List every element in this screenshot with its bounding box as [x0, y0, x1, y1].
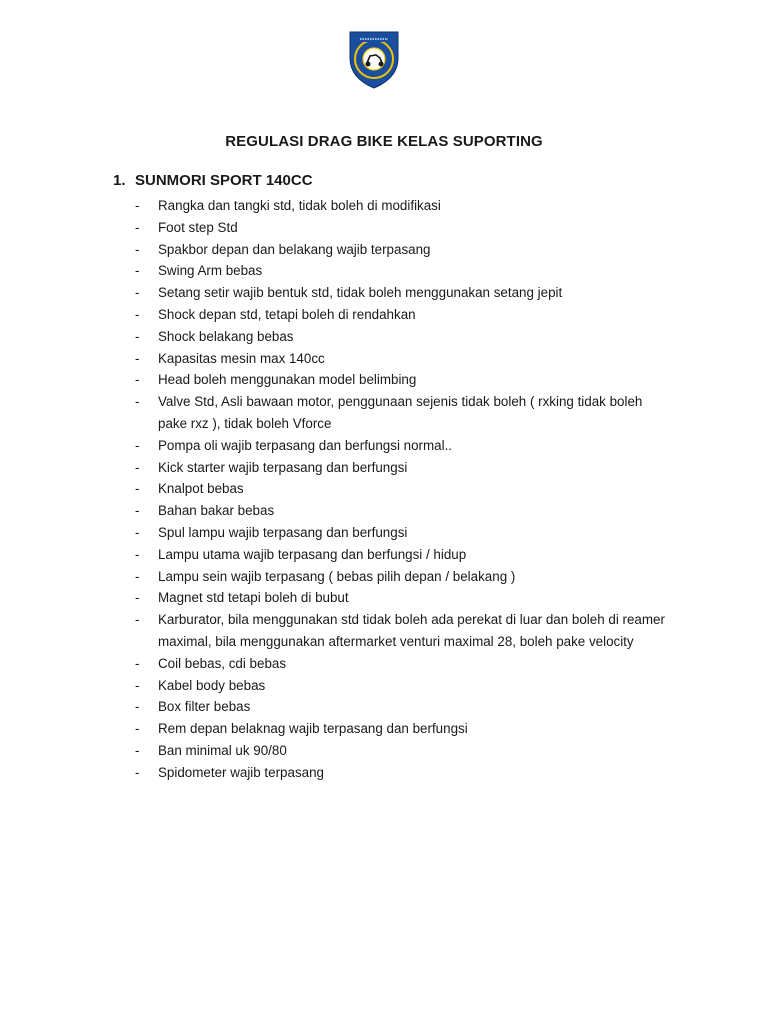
bullet-dash: -	[135, 677, 140, 693]
list-item	[135, 478, 675, 500]
section-title: SUNMORI SPORT 140CC	[135, 172, 313, 189]
bullet-dash: -	[135, 394, 140, 410]
section-heading	[113, 172, 313, 189]
bullet-dash: -	[135, 263, 140, 279]
list-item	[135, 260, 675, 282]
bullet-dash: -	[135, 655, 140, 671]
bullet-dash: -	[135, 481, 140, 497]
list-item-text: Swing Arm bebas	[158, 263, 263, 279]
list-item-text: Ban minimal uk 90/80	[158, 742, 287, 758]
list-item	[135, 762, 675, 784]
list-item	[135, 587, 675, 609]
list-item-text: Karburator, bila menggunakan std tidak boleh ada perekat di luar dan boleh di reamer maximal, bila menggunakan aftermarket venturi maximal 28, boleh pake velocity	[158, 612, 665, 649]
motorcycle-wheel-icon	[366, 62, 371, 67]
section-number: 1.	[113, 172, 126, 189]
bullet-dash: -	[135, 328, 140, 344]
bullet-dash: -	[135, 241, 140, 257]
list-item-text: Spidometer wajib terpasang	[158, 764, 324, 780]
list-item	[135, 522, 675, 544]
bullet-dash: -	[135, 372, 140, 388]
list-item-text: Lampu utama wajib terpasang dan berfungsi / hidup	[158, 546, 467, 562]
list-item-text: Shock belakang bebas	[158, 328, 294, 344]
list-item	[135, 740, 675, 762]
bullet-dash: -	[135, 285, 140, 301]
list-item	[135, 282, 675, 304]
list-item	[135, 718, 675, 740]
list-item	[135, 195, 675, 217]
bullet-dash: -	[135, 546, 140, 562]
bullet-dash: -	[135, 306, 140, 322]
bullet-dash: -	[135, 459, 140, 475]
bullet-dash: -	[135, 198, 140, 213]
list-item	[135, 609, 675, 653]
bullet-dash: -	[135, 612, 140, 628]
bullet-dash: -	[135, 568, 140, 584]
bullet-dash: -	[135, 699, 140, 715]
list-item-text: Rem depan belaknag wajib terpasang dan berfungsi	[158, 721, 468, 737]
imi-logo	[346, 28, 402, 90]
bullet-dash: -	[135, 350, 140, 366]
bullet-dash: -	[135, 764, 140, 780]
motorcycle-wheel-icon	[379, 62, 384, 67]
regulation-list	[135, 195, 675, 784]
bullet-dash: -	[135, 721, 140, 737]
list-item-text: Valve Std, Asli bawaan motor, penggunaan sejenis tidak boleh ( rxking tidak boleh pake rxz ), tidak boleh Vforce	[158, 394, 643, 431]
bullet-dash: -	[135, 742, 140, 758]
list-item	[135, 696, 675, 718]
list-item	[135, 653, 675, 675]
list-item	[135, 500, 675, 522]
list-item-text: Box filter bebas	[158, 699, 251, 715]
list-item	[135, 217, 675, 239]
bullet-dash: -	[135, 503, 140, 519]
bullet-dash: -	[135, 590, 140, 606]
list-item-text: Shock depan std, tetapi boleh di rendahkan	[158, 306, 416, 322]
list-item	[135, 457, 675, 479]
list-item	[135, 326, 675, 348]
list-item-text: Spakbor depan dan belakang wajib terpasang	[158, 241, 431, 257]
list-item-text: Lampu sein wajib terpasang ( bebas pilih depan / belakang )	[158, 568, 516, 584]
list-item	[135, 369, 675, 391]
list-item-text: Rangka dan tangki std, tidak boleh di modifikasi	[158, 198, 441, 213]
bullet-dash: -	[135, 437, 140, 453]
logo-middle-text: I M I	[369, 47, 379, 53]
bullet-dash: -	[135, 219, 140, 235]
document-title: REGULASI DRAG BIKE KELAS SUPORTING	[225, 133, 543, 150]
list-item	[135, 348, 675, 370]
list-item	[135, 239, 675, 261]
bullet-dash: -	[135, 524, 140, 540]
list-item-text: Pompa oli wajib terpasang dan berfungsi normal..	[158, 437, 453, 453]
list-item-text: Head boleh menggunakan model belimbing	[158, 372, 417, 388]
list-item-text: Knalpot bebas	[158, 481, 244, 497]
list-item-text: Setang setir wajib bentuk std, tidak boleh menggunakan setang jepit	[158, 285, 563, 301]
list-item	[135, 391, 675, 435]
list-item-text: Magnet std tetapi boleh di bubut	[158, 590, 349, 606]
list-item-text: Foot step Std	[158, 219, 238, 235]
list-item-text: Coil bebas, cdi bebas	[158, 655, 287, 671]
list-item-text: Kick starter wajib terpasang dan berfungsi	[158, 459, 408, 475]
list-item-text: Kabel body bebas	[158, 677, 266, 693]
list-item	[135, 544, 675, 566]
list-item	[135, 566, 675, 588]
list-item	[135, 435, 675, 457]
list-item-text: Spul lampu wajib terpasang dan berfungsi	[158, 524, 408, 540]
list-item	[135, 675, 675, 697]
list-item	[135, 304, 675, 326]
list-item-text: Kapasitas mesin max 140cc	[158, 350, 325, 366]
list-item-text: Bahan bakar bebas	[158, 503, 275, 519]
